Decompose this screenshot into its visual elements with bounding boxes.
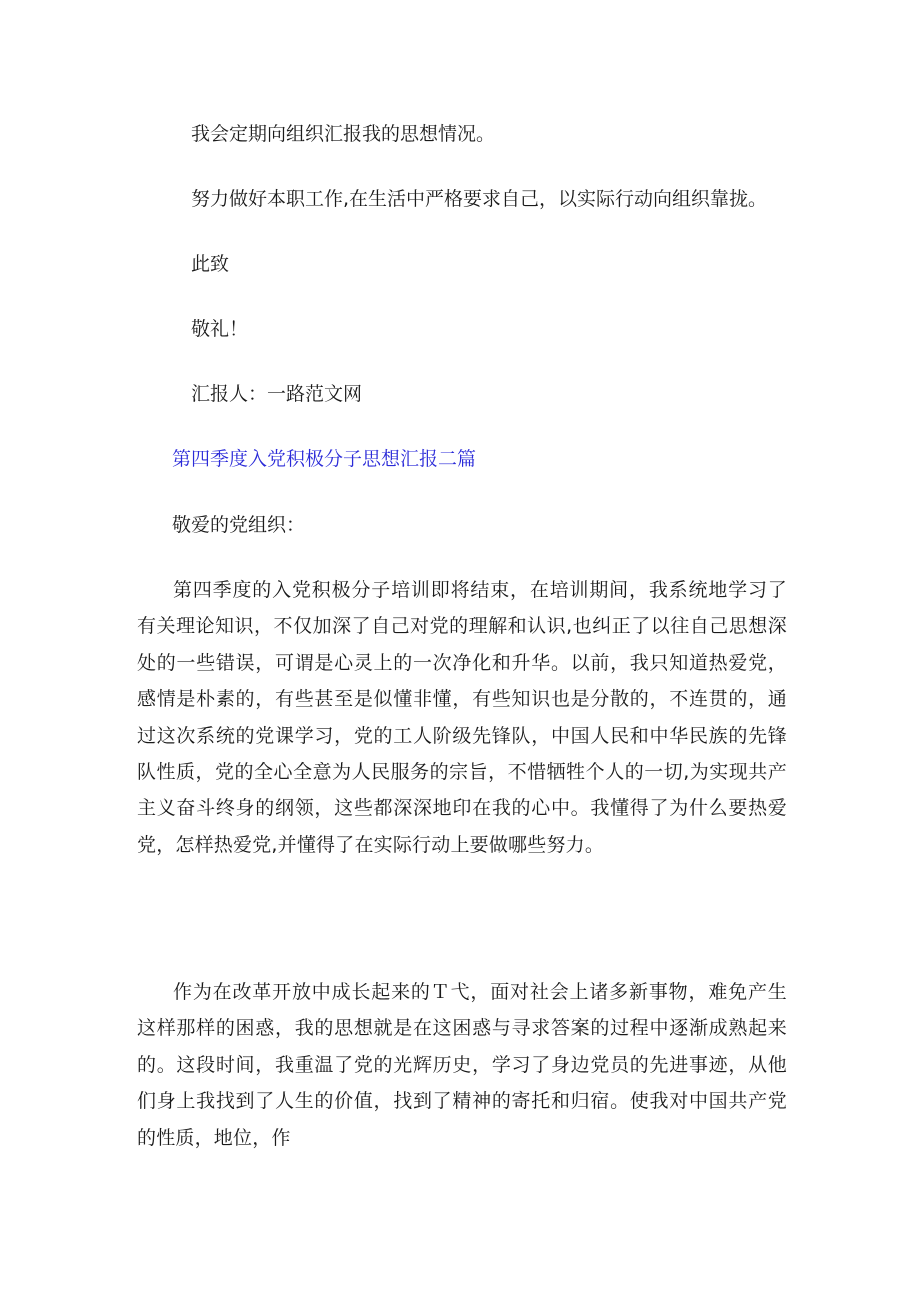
closing-line-1: 此致 [191, 253, 230, 275]
report-line-2: 努力做好本职工作,在生活中严格要求自己，以实际行动向组织靠拢。 [191, 188, 768, 210]
article-heading-link[interactable]: 第四季度入党积极分子思想汇报二篇 [172, 448, 477, 470]
body-paragraph-2: 作为在改革开放中成长起来的Ｔ弋，面对社会上诸多新事物，难免产生这样那样的困惑，我的思想就是在这困惑与寻求答案的过程中逐渐成熟起来的。这段时间，我重温了党的光辉历史，学习了身边党员的先进事迹，从他们身上我找到了人生的价值，找到了精神的寄托和归宿。使我对中国共产党的性质，地位，作 [137, 981, 787, 1149]
body-paragraph-1: 第四季度的入党积极分子培训即将结束，在培训期间，我系统地学习了有关理论知识，不仅加深了自己对党的理解和认识,也纠正了以往自己思想深处的一些错误，可谓是心灵上的一次净化和升华。以前，我只知道热爱党，感情是朴素的，有些甚至是似懂非懂，有些知识也是分散的，不连贯的，通过这次系统的党课学习，党的工人阶级先锋队，中国人民和中华民族的先锋队性质，党的全心全意为人民服务的宗旨，不惜牺牲个人的一切,为实现共产主义奋斗终身的纲领，这些都深深地印在我的心中。我懂得了为什么要热爱党，怎样热爱党,并懂得了在实际行动上要做哪些努力。 [137, 579, 787, 856]
report-line-1: 我会定期向组织汇报我的思想情况。 [191, 123, 496, 145]
signature-line: 汇报人：一路范文网 [191, 383, 363, 405]
closing-line-2: 敬礼！ [191, 318, 249, 340]
salutation: 敬爱的党组织： [172, 514, 306, 536]
